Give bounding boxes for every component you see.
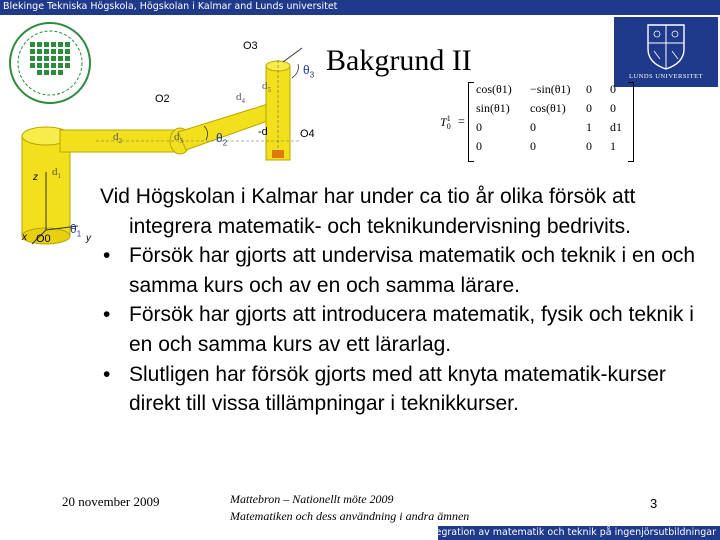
matrix-cell: 0 <box>610 82 616 96</box>
label-o2: O2 <box>155 93 170 105</box>
matrix-cell: 0 <box>610 101 616 115</box>
label-x: x <box>22 232 27 243</box>
footer-banner <box>422 526 720 540</box>
bullet-dot: • <box>103 303 111 327</box>
body-text <box>100 182 710 419</box>
label-d1: $d_1$ <box>52 166 61 181</box>
transformation-matrix <box>438 80 634 164</box>
footer-conference <box>230 491 469 525</box>
matrix-cell: 0 <box>530 120 536 134</box>
footer-banner-text: Integration av matematik och teknik på ingenjörsutbildningar <box>422 527 716 538</box>
bullet-dot: • <box>103 362 111 386</box>
matrix-cell: 0 <box>476 120 482 134</box>
label-minus-d: -d <box>258 126 268 138</box>
header-banner <box>0 0 720 15</box>
bullet-item: • Slutligen har försök gjorts med att knyta matematik-kurser direkt till vissa tillämpningar i teknikkurser. <box>100 360 710 419</box>
label-d3: $d_3$ <box>174 131 183 146</box>
bullet-item: • Försök har gjorts att introducera matematik, fysik och teknik i en och samma kurs av ett lärarlag. <box>100 300 710 359</box>
label-d2: $d_2$ <box>113 131 122 146</box>
matrix-bracket-right <box>628 82 634 162</box>
label-y: y <box>86 233 91 244</box>
matrix-cell: cos(θ1) <box>476 82 512 96</box>
matrix-equals: = <box>458 114 465 128</box>
label-theta2: $\theta_2$ <box>216 131 228 148</box>
conference-line-2: Matematiken och dess användning i andra ämnen <box>230 509 470 523</box>
matrix-cell: cos(θ1) <box>530 101 566 115</box>
label-z: z <box>33 172 38 183</box>
footer-date: 20 november 2009 <box>62 494 160 509</box>
matrix-cell: d1 <box>610 120 622 134</box>
matrix-lhs: $T^1_0$ <box>440 114 451 132</box>
matrix-cell: 1 <box>610 139 616 153</box>
intro-paragraph: Vid Högskolan i Kalmar har under ca tio år olika försök att integrera matematik- och teknikundervisning bedrivits. <box>100 185 636 238</box>
lund-crest-icon <box>638 21 694 71</box>
matrix-cell: 0 <box>586 139 592 153</box>
matrix-cell: sin(θ1) <box>476 101 510 115</box>
lunds-universitet-logo <box>614 17 718 87</box>
label-d5: $d_5$ <box>262 80 271 95</box>
label-d4: $d_4$ <box>236 91 245 106</box>
label-theta1: $\theta_1$ <box>70 222 82 239</box>
matrix-bracket-left <box>468 82 474 162</box>
bullet-dot: • <box>103 244 111 268</box>
page-number: 3 <box>650 496 658 511</box>
matrix-cell: 0 <box>530 139 536 153</box>
label-o4: O4 <box>300 128 315 140</box>
matrix-cell: 1 <box>586 120 592 134</box>
matrix-cell: 0 <box>586 82 592 96</box>
conference-line-1: Mattebron – Nationellt möte 2009 <box>230 492 394 506</box>
matrix-cell: 0 <box>586 101 592 115</box>
bullet-item: • Försök har gjorts att undervisa matematik och teknik i en och samma kurs och av en och samma lärare. <box>100 241 710 300</box>
header-institutions: Blekinge Tekniska Högskola, Högskolan i Kalmar and Lunds universitet <box>3 1 338 12</box>
slide-title: Bakgrund II <box>326 44 472 77</box>
matrix-cell: −sin(θ1) <box>530 82 571 96</box>
label-theta3: $\theta_3$ <box>303 63 315 80</box>
lunds-universitet-text: LUNDS UNIVERSITET <box>628 73 704 80</box>
label-o3: O3 <box>243 40 258 52</box>
matrix-cell: 0 <box>476 139 482 153</box>
label-o0: O0 <box>36 233 51 245</box>
